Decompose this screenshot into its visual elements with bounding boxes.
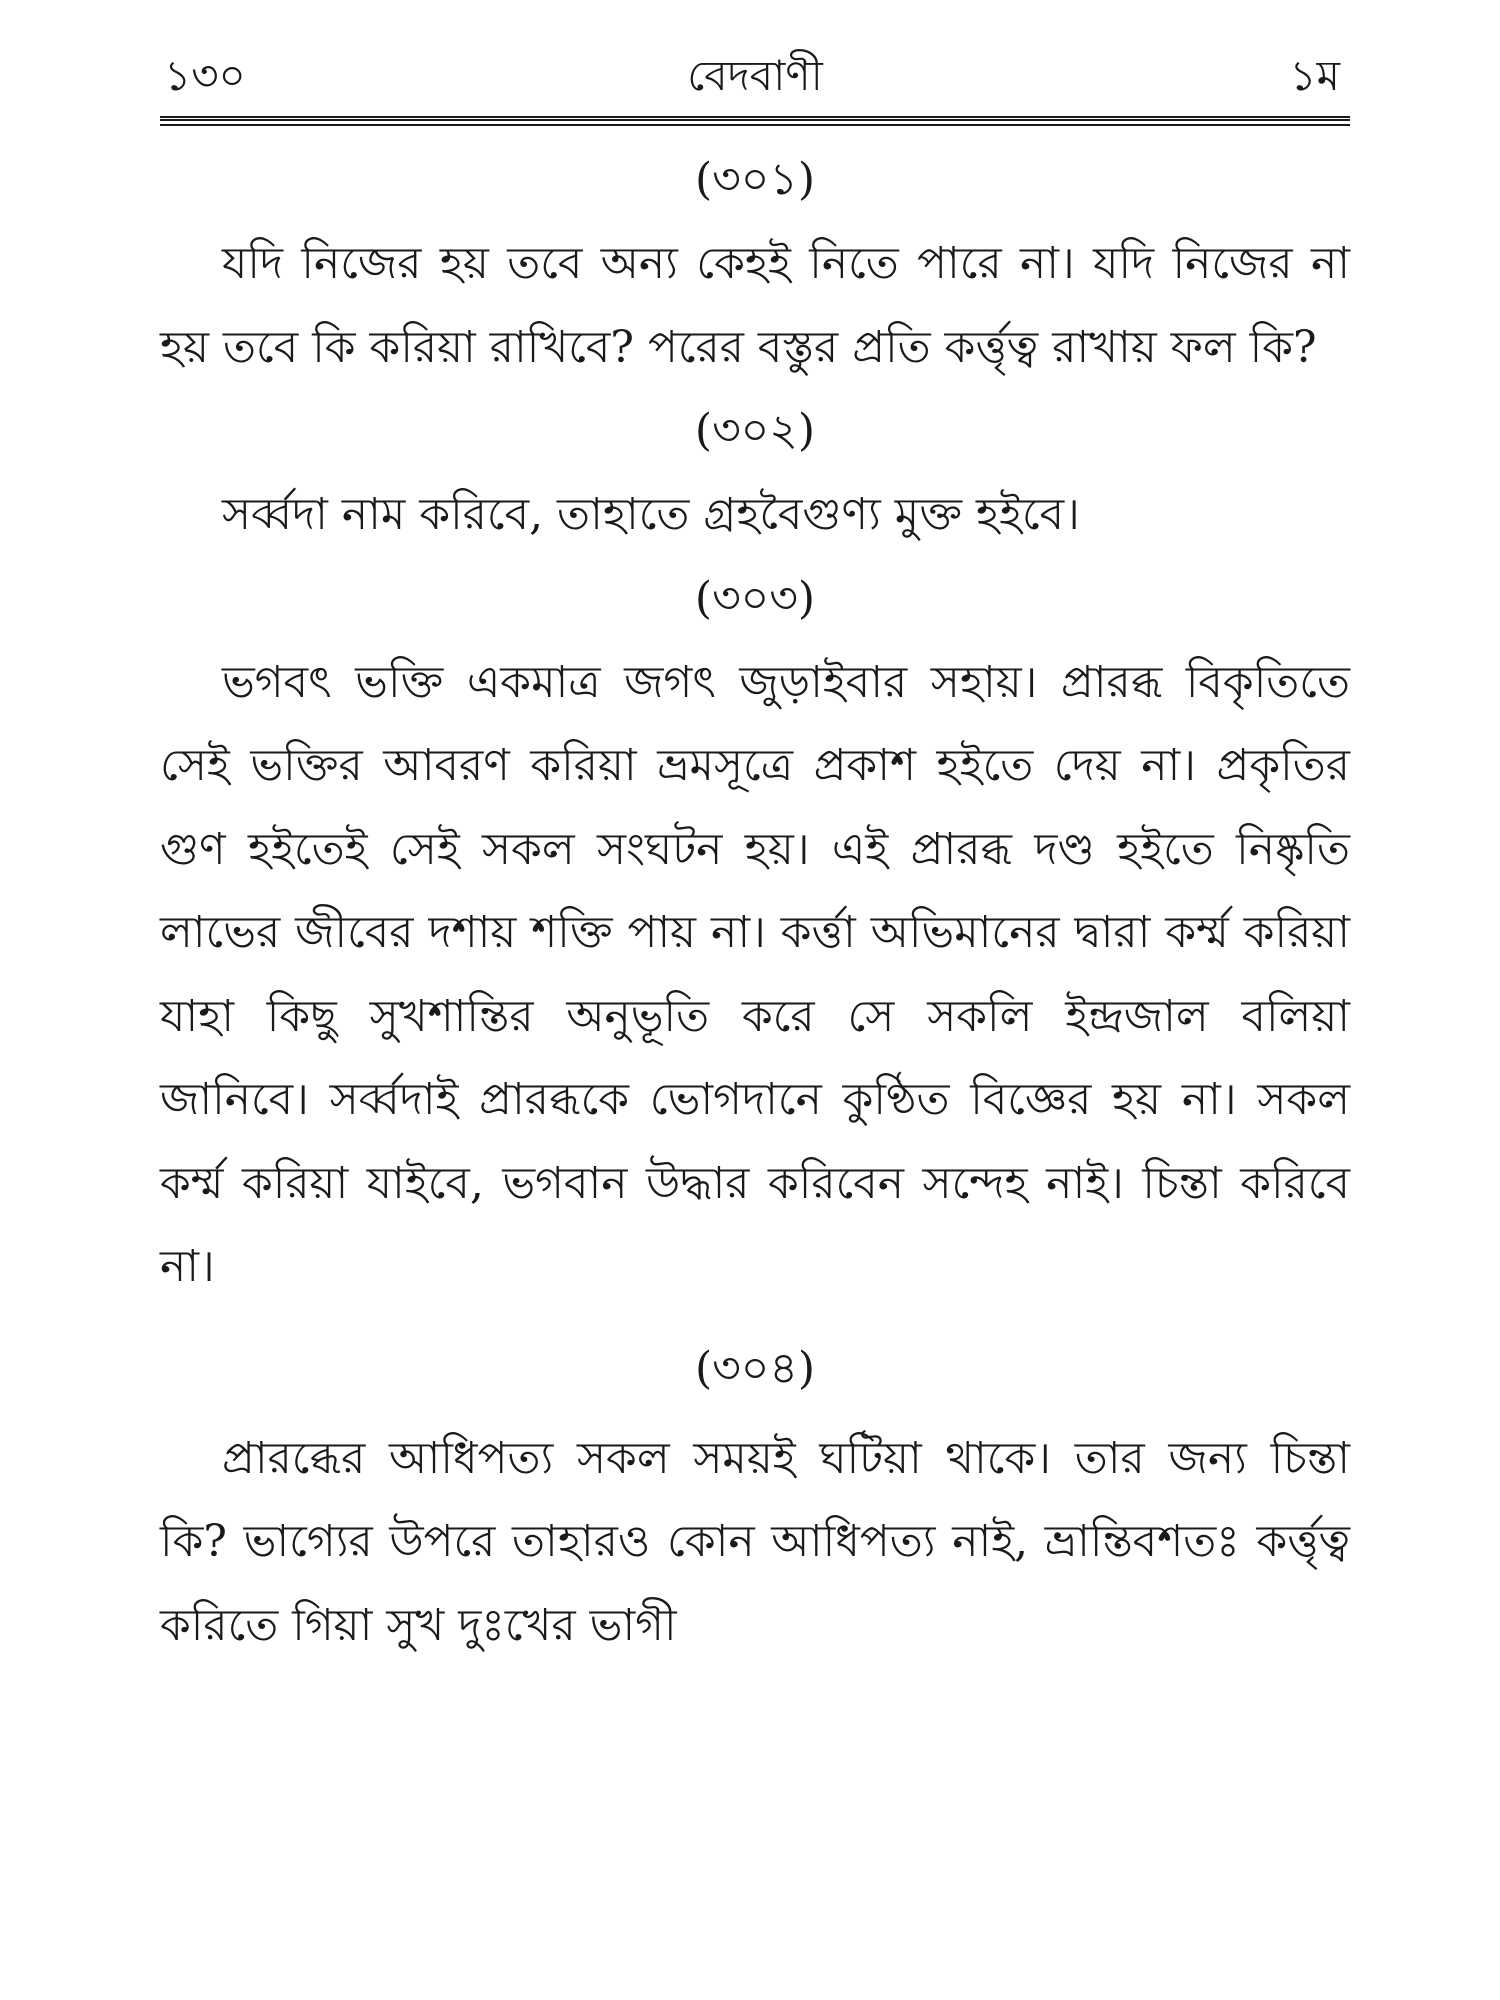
section-number: (৩০৪) [694,1342,816,1394]
book-page [160,40,1350,1960]
section-text: যদি নিজের হয় তবে অন্য কেহই নিতে পারে না। যদি নিজের না হয় তবে কি করিয়া রাখিবে? পরের বস্তুর প্রতি কর্ত্তৃত্ব রাখায় ফল কি? [160,238,1350,373]
section-number: (৩০২) [694,405,816,456]
section-number: (৩০১) [694,154,816,205]
header-rule [160,116,1350,126]
section-number: (৩০৩) [694,572,816,624]
volume-label: ১ম [1289,51,1340,100]
running-title: বেদবাণী [687,51,823,100]
section-302 [160,389,1350,557]
section-303 [160,557,1350,1309]
section-text: ভগবৎ ভক্তি একমাত্র জগৎ জুড়াইবার সহায়। প্রারব্ধ বিকৃতিতে সেই ভক্তির আবরণ করিয়া ভ্রমসূত্রে প্রকাশ হইতে দেয় না। প্রকৃতির গুণ হইতেই সেই সকল সংঘটন হয়। এই প্রারব্ধ দণ্ড হইতে নিষ্কৃতি লাভের জীবের দশায় শক্তি পায় না। কর্ত্তা অভিমানের দ্বারা কর্ম্ম করিয়া যাহা কিছু সুখশান্তির অনুভূতি করে সে সকলি ইন্দ্রজাল বলিয়া জানিবে। সর্ব্বদাই প্রারব্ধকে ভোগদানে কুণ্ঠিত বিজ্ঞের হয় না। সকল কর্ম্ম করিয়া যাইবে, ভগবান উদ্ধার করিবেন সন্দেহ নাই। চিন্তা করিবে না। [160,656,1351,1292]
section-301 [160,138,1350,389]
section-text: প্রারব্ধের আধিপত্য সকল সময়ই ঘটিয়া থাকে। তার জন্য চিন্তা কি? ভাগ্যের উপরে তাহারও কোন আধিপত্য নাই, ভ্রান্তিবশতঃ কর্ত্তৃত্ব করিতে গিয়া সুখ দুঃখের ভাগী [160,1432,1350,1651]
section-text: সর্ব্বদা নাম করিবে, তাহাতে গ্রহবৈগুণ্য মুক্ত হইবে। [222,489,1080,540]
running-header [160,40,1350,112]
page-number: ১৩০ [164,51,246,100]
section-304 [160,1327,1350,1668]
